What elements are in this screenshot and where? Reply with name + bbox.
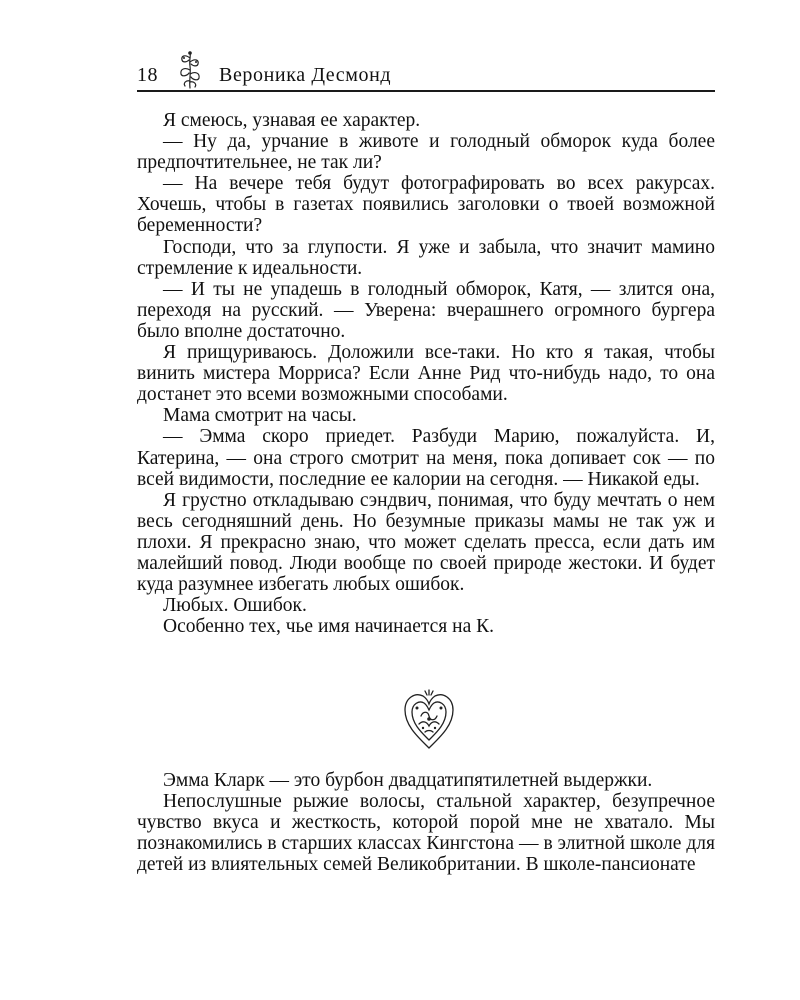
- paragraph: — И ты не упадешь в голодный обморок, Катя, — злится она, переходя на русский. — Уверена: вчерашнего огромного бургера было вполне достаточно.: [137, 278, 715, 342]
- paragraph: Эмма Кларк — это бурбон двадцатипятилетней выдержки.: [163, 770, 653, 791]
- body-text-section-2: [137, 770, 715, 875]
- paragraph: — Эмма скоро приедет. Разбуди Марию, пожалуйста. И, Катерина, — она строго смотрит на меня, пока допивает сок — по всей видимости, последние ее калории на сегодня. — Никакой еды.: [137, 426, 715, 490]
- paragraph: Господи, что за глупости. Я уже и забыла, что значит мамино стремление к идеальности.: [137, 236, 715, 279]
- running-title: Вероника Десмонд: [219, 64, 392, 86]
- paragraph: Непослушные рыжие волосы, стальной характер, безупречное чувство вкуса и жесткость, которой порой мне не хватало. Мы познакомились в старших классах Кингстона — в элитной школе для детей из влиятельных семей Великобритании. В школе-пансионате: [137, 791, 715, 876]
- paragraph: Любых. Ошибок.: [163, 595, 307, 617]
- paragraph: Я смеюсь, узнавая ее характер.: [163, 110, 421, 131]
- paragraph: — На вечере тебя будут фотографировать во всех ракурсах. Хочешь, чтобы в газетах появились заголовки о твоей возможной беременности?: [137, 173, 715, 237]
- page-header: [137, 56, 715, 92]
- heart-ornament-icon: [401, 686, 457, 752]
- paragraph: — Ну да, урчание в животе и голодный обморок куда более предпочтительнее, не так ли?: [137, 131, 715, 174]
- body-text-section-1: [137, 110, 715, 637]
- page-number: 18: [137, 64, 158, 86]
- paragraph: Я прищуриваюсь. Доложили все-таки. Но кто я такая, чтобы винить мистера Морриса? Если Анне Рид что-нибудь надо, то она достанет это всеми возможными способами.: [137, 342, 715, 406]
- paragraph: Мама смотрит на часы.: [163, 405, 357, 427]
- paragraph: Я грустно откладываю сэндвич, понимая, что буду мечтать о нем весь сегодняшний день. Но безумные приказы мамы не так уж и плохи. Я прекрасно знаю, что может сделать пресса, если дать им малейший повод. Люди вообще по своей природе жестоки. И будет куда разумнее избегать любых ошибок.: [137, 489, 715, 596]
- paragraph: Особенно тех, чье имя начинается на К.: [163, 616, 494, 638]
- floral-ornament-icon: [177, 50, 203, 90]
